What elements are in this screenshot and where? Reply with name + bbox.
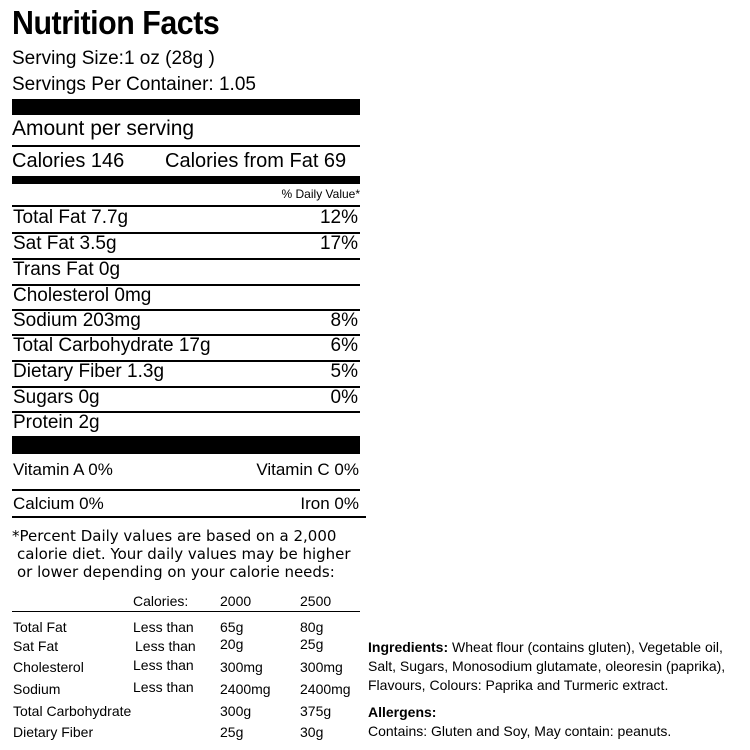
- dv-table-row-name: Total Carbohydrate: [13, 703, 132, 719]
- iron: Iron 0%: [300, 494, 359, 513]
- allergens-label: Allergens:: [368, 704, 437, 720]
- vitamin-c: Vitamin C 0%: [256, 460, 359, 479]
- medium-divider: [12, 176, 360, 184]
- allergens-text: Contains: Gluten and Soy, May contain: peanuts.: [368, 723, 672, 739]
- dv-table-row-name: Total Fat: [13, 619, 67, 635]
- dv-table-row-limit: Less than: [133, 619, 194, 635]
- dv-table-row-value: 375g: [300, 703, 332, 719]
- nutrient-sat-fat-pct: 17%: [319, 233, 358, 254]
- nutrient-cholesterol: Cholesterol 0mg: [13, 285, 152, 306]
- dv-table-row-limit: Less than: [133, 657, 194, 673]
- dv-table-row-value: 2400mg: [220, 681, 271, 697]
- dv-table-row-value: 300mg: [220, 659, 263, 675]
- calories: Calories 146: [12, 150, 125, 172]
- panel-title: Nutrition Facts: [12, 4, 220, 41]
- footnote-line: or lower depending on your calorie needs:: [17, 563, 335, 581]
- dv-table-row-value: 80g: [300, 619, 324, 635]
- dv-table-row-value: 300mg: [300, 659, 343, 675]
- vitamin-a: Vitamin A 0%: [13, 460, 113, 479]
- dv-table-row-limit: Less than: [133, 679, 194, 695]
- amount-per-serving: Amount per serving: [12, 117, 195, 140]
- nutrient-protein: Protein 2g: [13, 412, 100, 433]
- dv-table-row-name: Dietary Fiber: [13, 724, 94, 740]
- dv-table-row-name: Sodium: [13, 681, 61, 697]
- dv-table-col-2000: 2000: [220, 593, 252, 609]
- ingredients: [368, 638, 750, 695]
- dv-table-row-value: 2400mg: [300, 681, 351, 697]
- footnote-line: *Percent Daily values are based on a 2,000: [12, 527, 337, 545]
- nutrient-total-carbohydrate: Total Carbohydrate 17g: [13, 335, 211, 356]
- serving-size: Serving Size:1 oz (28g ): [12, 48, 215, 69]
- nutrient-sugars-pct: 0%: [330, 387, 358, 408]
- dv-table-row-value: 65g: [220, 619, 244, 635]
- dv-table-row-value: 30g: [300, 724, 324, 740]
- dv-table-row-value: 20g: [220, 636, 244, 652]
- nutrient-sodium-pct: 8%: [330, 310, 358, 331]
- divider: [12, 516, 366, 518]
- servings-per-container: Servings Per Container: 1.05: [12, 74, 256, 95]
- nutrient-dietary-fiber: Dietary Fiber 1.3g: [13, 361, 165, 382]
- ingredients-label: Ingredients:: [368, 639, 449, 655]
- dv-table-row-value: 300g: [220, 703, 252, 719]
- nutrient-dietary-fiber-pct: 5%: [330, 361, 358, 382]
- dv-table-col-2500: 2500: [300, 593, 332, 609]
- calcium: Calcium 0%: [13, 494, 104, 513]
- divider: [12, 489, 360, 491]
- nutrient-sugars: Sugars 0g: [13, 387, 100, 408]
- nutrient-total-fat-pct: 12%: [319, 207, 358, 228]
- dv-table-row-value: 25g: [300, 636, 324, 652]
- dv-table-row-name: Cholesterol: [13, 659, 84, 675]
- ingredients-text: Wheat flour (contains gluten), Vegetable oil, Salt, Sugars, Monosodium glutamate, oleoresin (paprika), Flavours, Colours: Paprika and Turmeric extract.: [368, 639, 726, 693]
- nutrient-total-fat: Total Fat 7.7g: [13, 207, 129, 228]
- nutrient-trans-fat: Trans Fat 0g: [13, 259, 121, 280]
- dv-table-row-value: 25g: [220, 724, 244, 740]
- nutrient-sodium: Sodium 203mg: [13, 310, 141, 331]
- divider: [12, 145, 360, 147]
- divider: [12, 611, 360, 612]
- calories-from-fat: Calories from Fat 69: [165, 150, 347, 172]
- footnote-line: calorie diet. Your daily values may be higher: [17, 545, 351, 563]
- daily-value-header: % Daily Value*: [281, 187, 360, 201]
- nutrient-total-carbohydrate-pct: 6%: [330, 335, 358, 356]
- thick-divider: [12, 436, 360, 454]
- thick-divider: [12, 99, 360, 115]
- dv-table-row-name: Sat Fat: [13, 638, 59, 654]
- dv-table-calories-label: Calories:: [133, 593, 189, 609]
- dv-table-row-limit: Less than: [135, 638, 196, 654]
- nutrient-sat-fat: Sat Fat 3.5g: [13, 233, 117, 254]
